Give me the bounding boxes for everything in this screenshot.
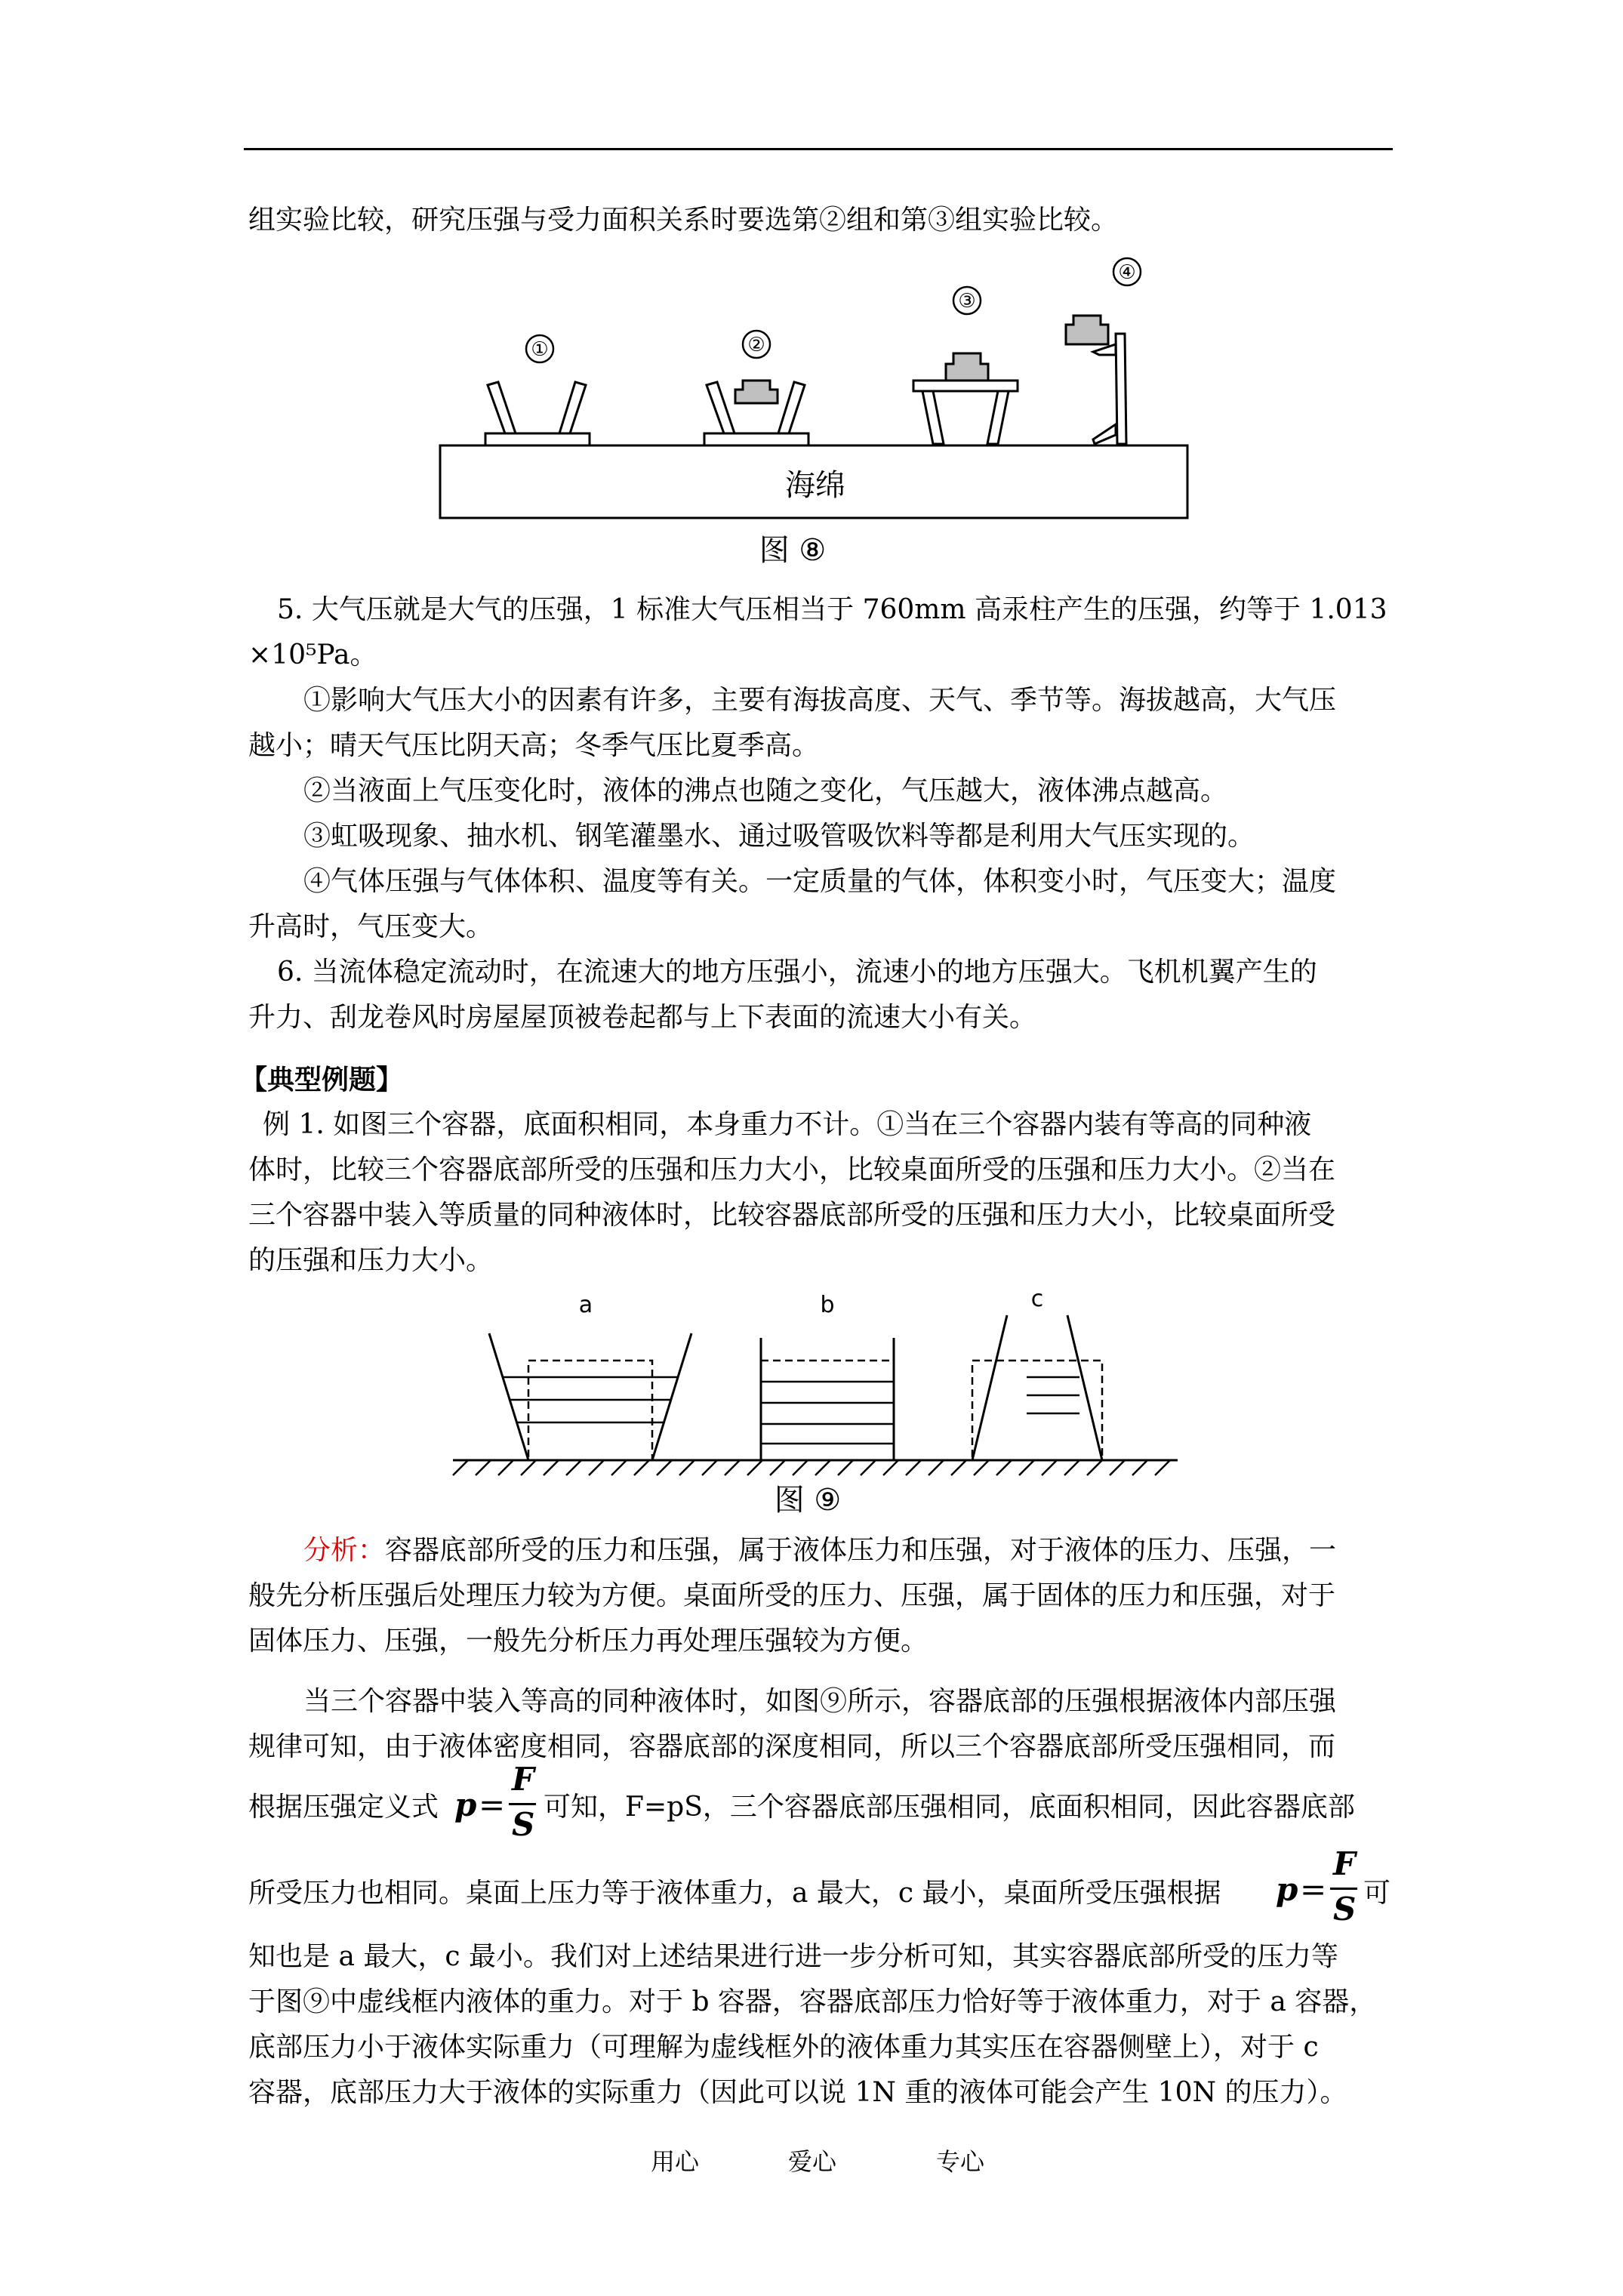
section-heading: 【典型例题】 — [240, 1064, 404, 1096]
text-line: 例 1. 如图三个容器，底面积相同，本身重力不计。①当在三个容器内装有等高的同种液 — [263, 1109, 1312, 1140]
text-line: 当三个容器中装入等高的同种液体时，如图⑨所示，容器底部的压强根据液体内部压强 — [303, 1686, 1337, 1717]
table-4-leg — [1093, 424, 1116, 444]
formula-2: p = F S — [1276, 1845, 1357, 1928]
text-line: 于图⑨中虚线框内液体的重力。对于 b 容器，容器底部压力恰好等于液体重力，对于 a 容器， — [248, 1986, 1377, 2017]
sponge-label: 海绵 — [785, 468, 845, 503]
table-2-top — [704, 433, 808, 445]
fig8-label-4: ④ — [1118, 261, 1136, 284]
footer-item: 专心 — [936, 2147, 985, 2176]
fig8-label-2: ② — [747, 334, 765, 356]
text-line: 的压强和压力大小。 — [248, 1245, 494, 1276]
text-line: 底部压力小于液体实际重力（可理解为虚线框外的液体重力其实压在容器侧壁上），对于 c — [248, 2032, 1319, 2063]
figure-8-caption: 图 ⑧ — [759, 533, 827, 568]
text-line: 6. 当流体稳定流动时，在流速大的地方压强小，流速小的地方压强大。飞机机翼产生的 — [277, 957, 1317, 988]
text-line: 知也是 a 最大，c 最小。我们对上述结果进行进一步分析可知，其实容器底部所受的压力等 — [248, 1941, 1338, 1972]
text-line: 可 — [1363, 1878, 1391, 1909]
container-a-label: a — [578, 1292, 593, 1318]
container-a — [489, 1333, 691, 1460]
table-1-leg — [488, 382, 516, 433]
figure-9-caption: 图 ⑨ — [774, 1483, 842, 1518]
fig8-label-1: ① — [531, 338, 549, 361]
container-b-label: b — [820, 1292, 835, 1318]
text-line: 般先分析压强后处理压力较为方便。桌面所受的压力、压强，属于固体的压力和压强，对于 — [248, 1580, 1336, 1611]
weight-4 — [1066, 316, 1108, 344]
dashed-box-b — [761, 1361, 894, 1460]
text-line: ×10⁵Pa。 — [248, 639, 377, 670]
table-3-leg — [987, 391, 1009, 444]
text-line: 容器，底部压力大于液体的实际重力（因此可以说 1N 重的液体可能会产生 10N 的压力）。 — [248, 2077, 1347, 2108]
weight-2 — [735, 381, 778, 403]
footer-item: 用心 — [651, 2147, 700, 2176]
figure-9 — [445, 1284, 1185, 1533]
text-line: ③虹吸现象、抽水机、钢笔灌墨水、通过吸管吸饮料等都是利用大气压实现的。 — [303, 821, 1255, 852]
table-4-leg — [1093, 344, 1116, 355]
text-line: 组实验比较，研究压强与受力面积关系时要选第②组和第③组实验比较。 — [248, 205, 1119, 236]
text-line: 三个容器中装入等质量的同种液体时，比较容器底部所受的压强和压力大小，比较桌面所受 — [248, 1200, 1336, 1231]
fig8-label-3: ③ — [958, 290, 976, 313]
footer-item: 爱心 — [788, 2147, 837, 2176]
analysis-label: 分析： — [303, 1535, 386, 1566]
table-1-top — [485, 433, 590, 445]
text-line: 根据压强定义式 — [248, 1792, 439, 1823]
container-b — [761, 1338, 894, 1460]
formula-1: p = F S — [454, 1761, 535, 1843]
table-1-leg — [559, 382, 586, 433]
text-line: 所受压力也相同。桌面上压力等于液体重力，a 最大，c 最小，桌面所受压强根据 — [248, 1878, 1221, 1909]
table-2-leg — [707, 382, 735, 433]
table-3-top — [913, 381, 1018, 391]
text-line: 体时，比较三个容器底部所受的压强和压力大小，比较桌面所受的压强和压力大小。②当在 — [248, 1154, 1336, 1185]
table-2-leg — [778, 382, 805, 433]
text-line: 升高时，气压变大。 — [248, 911, 494, 942]
text-line — [303, 1528, 1458, 1573]
text-line: ②当液面上气压变化时，液体的沸点也随之变化，气压越大，液体沸点越高。 — [303, 775, 1228, 806]
table-3-leg — [922, 391, 944, 444]
figure-8 — [430, 249, 1208, 581]
header-rule — [244, 148, 1393, 150]
weight-3 — [946, 353, 988, 381]
analysis-text: 容器底部所受的压力和压强，属于液体压力和压强，对于液体的压力、压强，一 — [385, 1535, 1337, 1566]
table-4-top — [1116, 334, 1126, 444]
text-line: 固体压力、压强，一般先分析压力再处理压强较为方便。 — [248, 1626, 929, 1657]
container-c-label: c — [1030, 1286, 1044, 1312]
text-line: 升力、刮龙卷风时房屋屋顶被卷起都与上下表面的流速大小有关。 — [248, 1002, 1037, 1033]
dashed-box-a — [528, 1361, 652, 1460]
text-line: 规律可知，由于液体密度相同，容器底部的深度相同，所以三个容器底部所受压强相同，而 — [248, 1731, 1336, 1762]
text-line: ①影响大气压大小的因素有许多，主要有海拔高度、天气、季节等。海拔越高，大气压 — [303, 685, 1337, 716]
text-line: ④气体压强与气体体积、温度等有关。一定质量的气体，体积变小时，气压变大；温度 — [303, 866, 1337, 897]
text-line: 越小；晴天气压比阴天高；冬季气压比夏季高。 — [248, 730, 820, 761]
text-line: 可知，F=pS，三个容器底部压强相同，底面积相同，因此容器底部 — [544, 1792, 1355, 1823]
container-c — [972, 1315, 1102, 1460]
text-line: 5. 大气压就是大气的压强，1 标准大气压相当于 760mm 高汞柱产生的压强，约等于 1.013 — [277, 594, 1387, 625]
